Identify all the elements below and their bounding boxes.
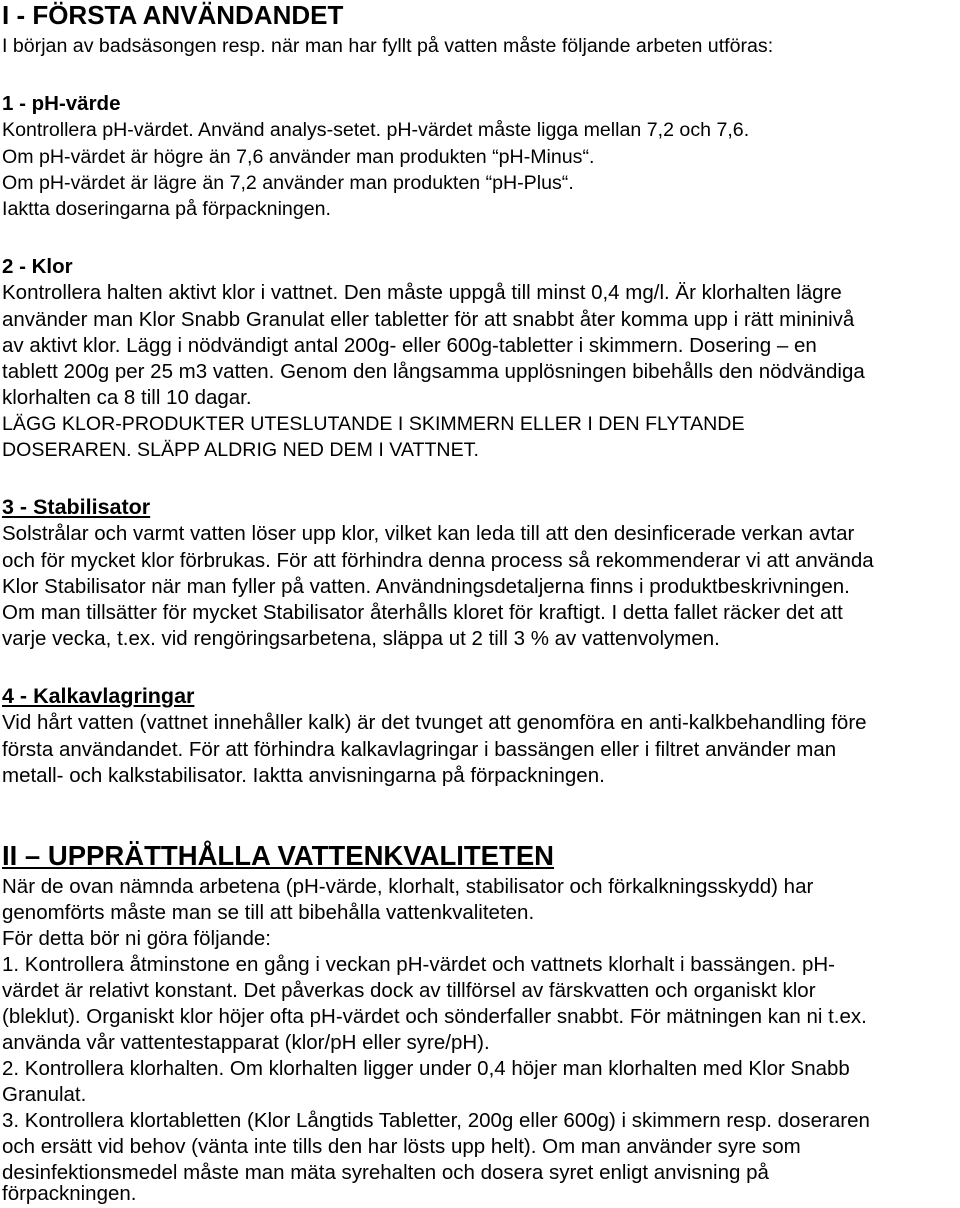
section-title-forsta-anvandandet: I - FÖRSTA ANVÄNDANDET [2, 0, 344, 30]
heading-klor: 2 - Klor [2, 255, 73, 278]
paragraph-line: genomförts måste man se till att bibehålla vattenkvaliteten. [2, 901, 535, 924]
paragraph-line: första användandet. För att förhindra kalkavlagringar i bassängen eller i filtret använder man [2, 738, 837, 761]
list-item-line: använda vår vattentestapparat (klor/pH eller syre/pH). [2, 1031, 490, 1054]
list-item-line: 2. Kontrollera klorhalten. Om klorhalten ligger under 0,4 höjer man klorhalten med Klor Snabb [2, 1057, 850, 1080]
paragraph-line: varje vecka, t.ex. vid rengöringsarbetena, släppa ut 2 till 3 % av vattenvolymen. [2, 627, 720, 650]
paragraph-line-uppercase: DOSERAREN. SLÄPP ALDRIG NED DEM I VATTNET. [2, 439, 479, 461]
list-item-line: och ersätt vid behov (vänta inte tills den har lösts upp helt). Om man använder syre som [2, 1135, 801, 1158]
paragraph-line: Klor Stabilisator när man fyller på vatten. Användningsdetaljerna finns i produktbeskrivningen. [2, 575, 850, 598]
paragraph-line: tablett 200g per 25 m3 vatten. Genom den långsamma upplösningen bibehålls den nödvändiga [2, 360, 865, 383]
list-item-line: desinfektionsmedel måste man mäta syrehalten och dosera syret enligt anvisning på [2, 1161, 769, 1184]
list-item-line: Granulat. [2, 1083, 87, 1106]
heading-stabilisator: 3 - Stabilisator [2, 495, 151, 519]
list-item-line: förpackningen. [2, 1182, 137, 1205]
paragraph-line: Kontrollera pH-värdet. Använd analys-setet. pH-värdet måste ligga mellan 7,2 och 7,6. [2, 119, 750, 141]
section-intro: I början av badsäsongen resp. när man har fyllt på vatten måste följande arbeten utföras: [2, 35, 774, 57]
heading-kalkavlagringar: 4 - Kalkavlagringar [2, 684, 195, 708]
paragraph-line: För detta bör ni göra följande: [2, 927, 271, 950]
paragraph-line: klorhalten ca 8 till 10 dagar. [2, 386, 252, 409]
paragraph-line-uppercase: LÄGG KLOR-PRODUKTER UTESLUTANDE I SKIMMERN ELLER I DEN FLYTANDE [2, 413, 745, 435]
list-item-line: 3. Kontrollera klortabletten (Klor Långtids Tabletter, 200g eller 600g) i skimmern resp. doseraren [2, 1109, 870, 1132]
list-item-line: värdet är relativt konstant. Det påverkas dock av tillförsel av färskvatten och organiskt klor [2, 979, 816, 1002]
heading-ph-varde: 1 - pH-värde [2, 92, 121, 115]
paragraph-line: Solstrålar och varmt vatten löser upp klor, vilket kan leda till att den desinficerade verkan avtar [2, 522, 855, 545]
paragraph-line: använder man Klor Snabb Granulat eller tabletter för att snabbt åter komma upp i rätt mininivå [2, 308, 855, 331]
paragraph-line: Iaktta doseringarna på förpackningen. [2, 198, 331, 220]
paragraph-line: Kontrollera halten aktivt klor i vattnet. Den måste uppgå till minst 0,4 mg/l. Är klorhalten lägre [2, 281, 842, 304]
paragraph-line: Om pH-värdet är högre än 7,6 använder man produkten “pH-Minus“. [2, 146, 595, 168]
paragraph-line: Vid hårt vatten (vattnet innehåller kalk) är det tvunget att genomföra en anti-kalkbehandling före [2, 711, 867, 734]
list-item-line: 1. Kontrollera åtminstone en gång i veckan pH-värdet och vattnets klorhalt i bassängen. pH- [2, 953, 835, 976]
paragraph-line: När de ovan nämnda arbetena (pH-värde, klorhalt, stabilisator och förkalkningsskydd) har [2, 875, 814, 898]
list-item-line: (bleklut). Organiskt klor höjer ofta pH-värdet och sönderfaller snabbt. För mätningen kan ni t.ex. [2, 1005, 867, 1028]
paragraph-line: av aktivt klor. Lägg i nödvändigt antal 200g- eller 600g-tabletter i skimmern. Dosering – en [2, 334, 817, 357]
paragraph-line: och för mycket klor förbrukas. För att förhindra denna process så rekommenderar vi att använda [2, 549, 874, 572]
paragraph-line: metall- och kalkstabilisator. Iaktta anvisningarna på förpackningen. [2, 764, 605, 787]
paragraph-line: Om pH-värdet är lägre än 7,2 använder man produkten “pH-Plus“. [2, 172, 574, 194]
paragraph-line: Om man tillsätter för mycket Stabilisator återhålls kloret för kraftigt. I detta fallet räcker det att [2, 601, 843, 624]
section-title-uppratthalla-vattenkvaliteten: II – UPPRÄTTHÅLLA VATTENKVALITETEN [2, 840, 555, 871]
